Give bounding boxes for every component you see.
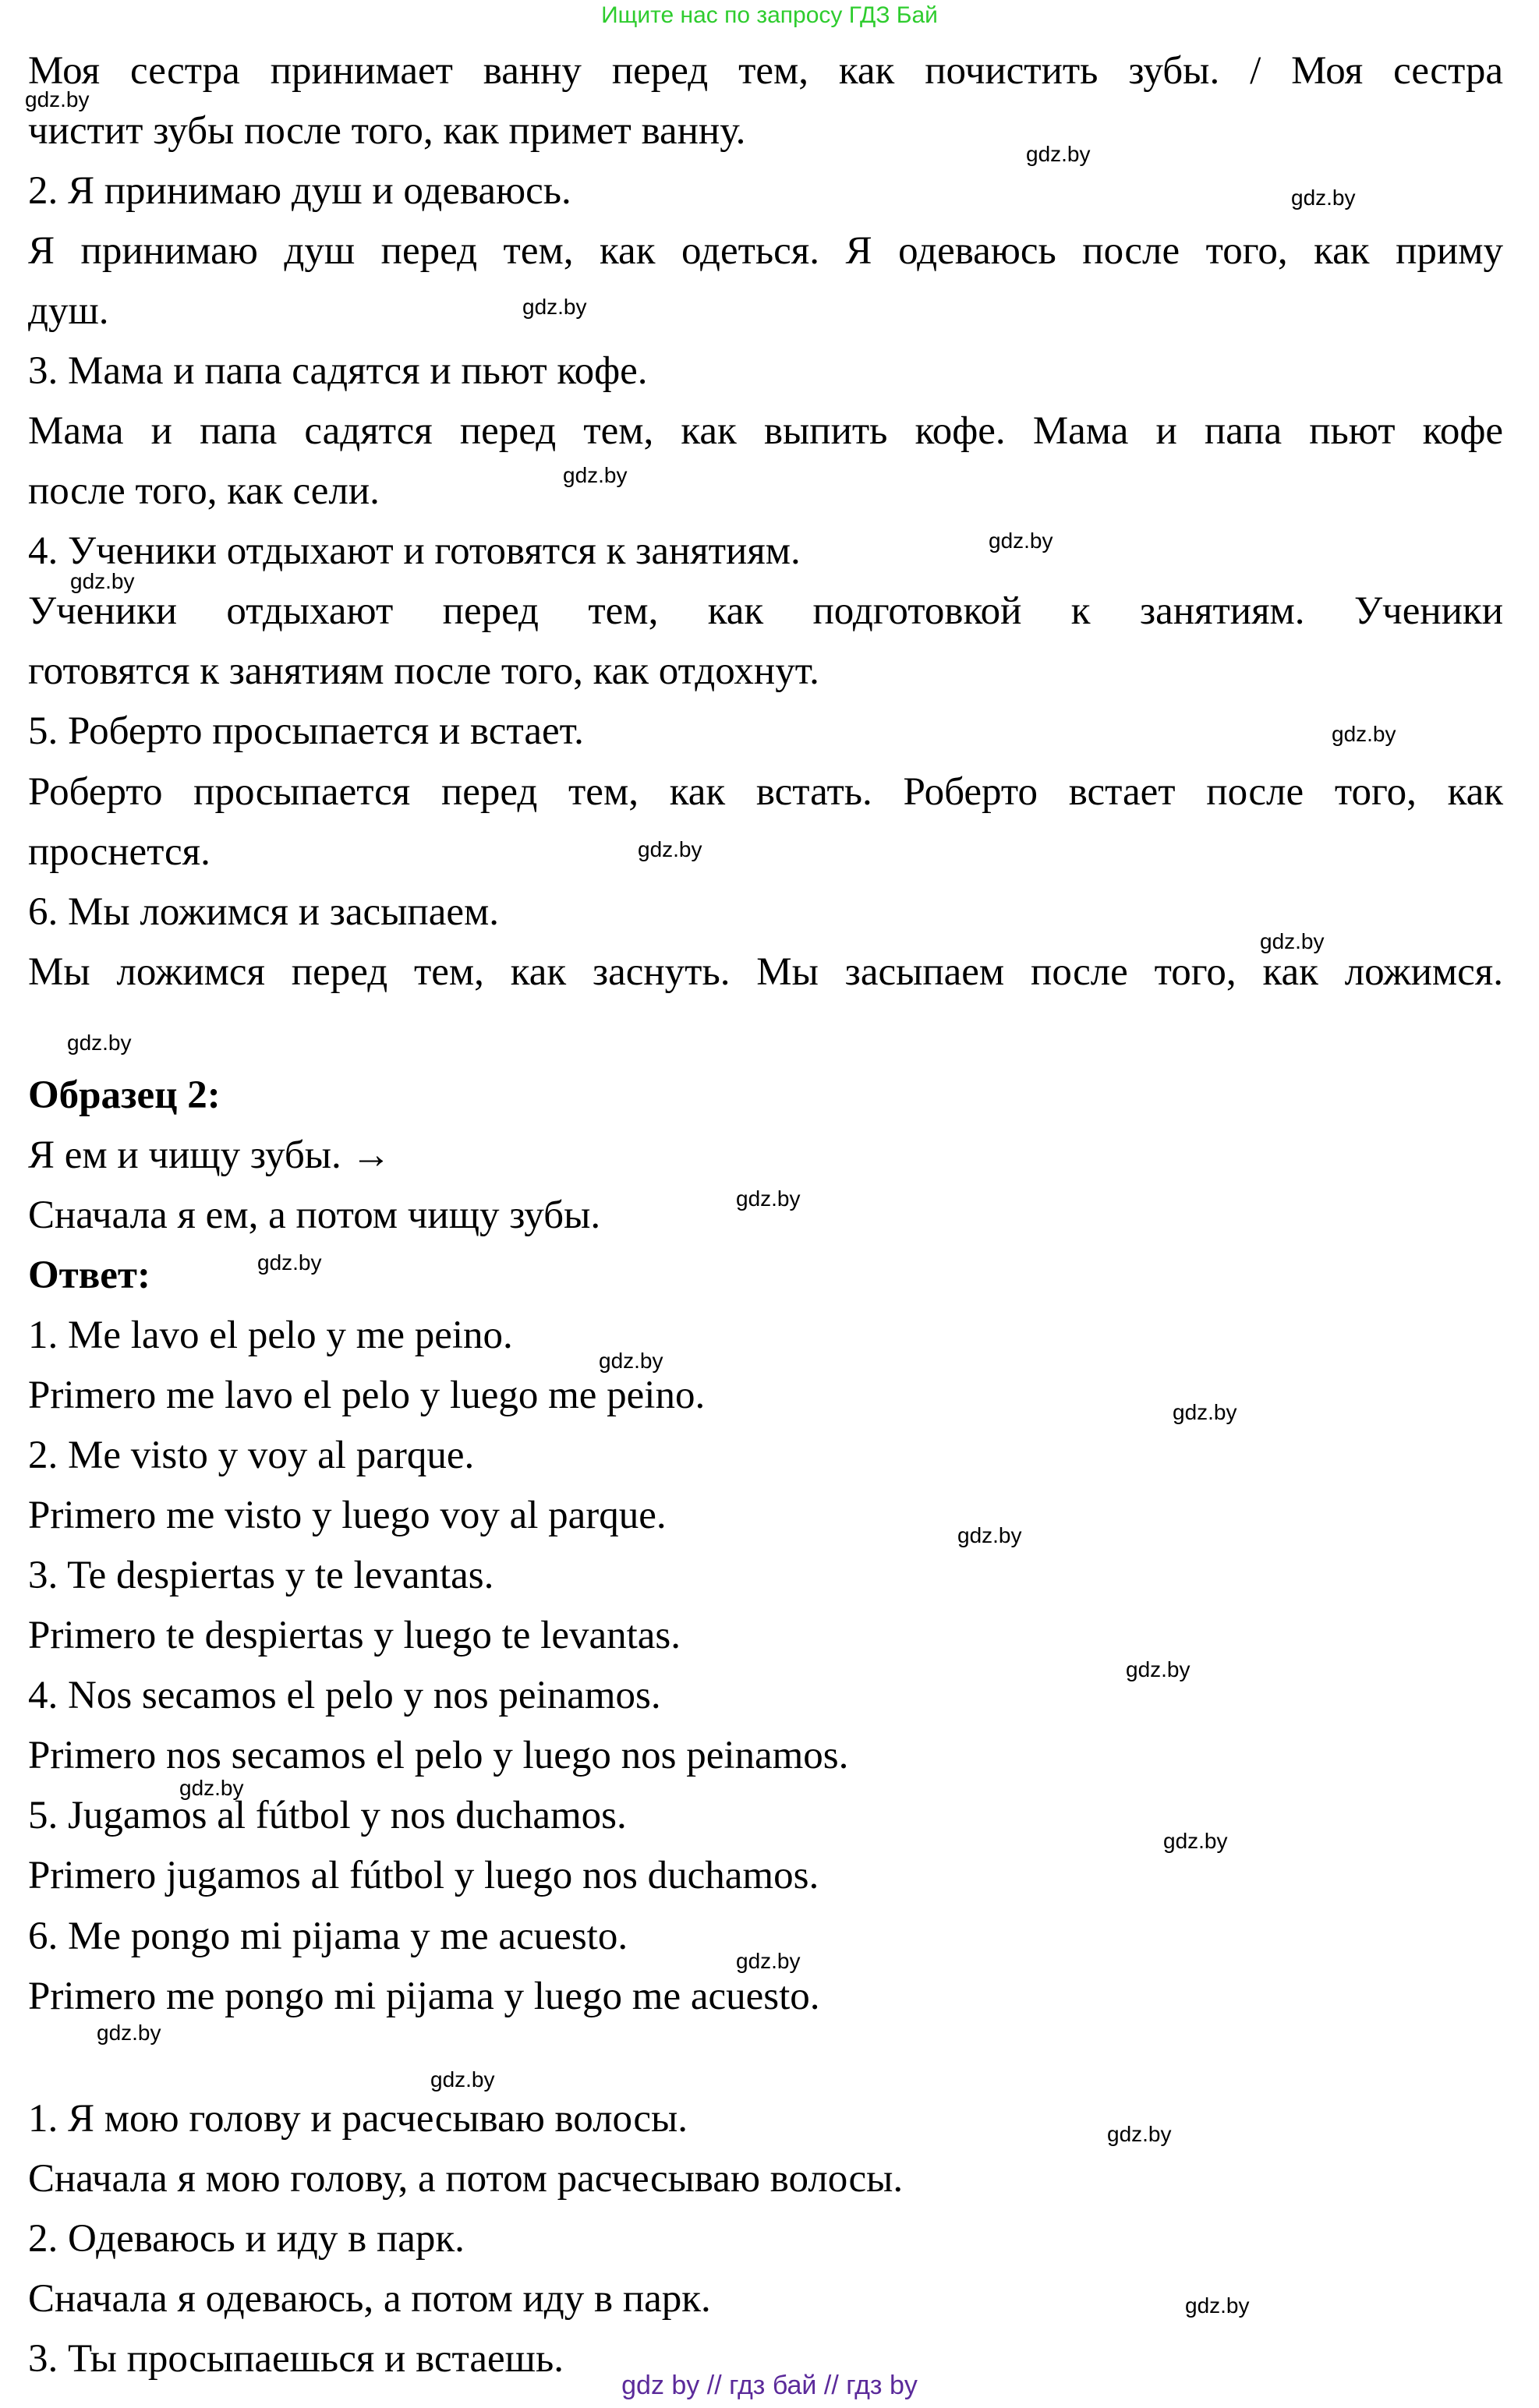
- exercise-item: 2. Одеваюсь и иду в парк.: [28, 2217, 465, 2261]
- exercise-item: 4. Ученики отдыхают и готовятся к занятиям.: [28, 529, 801, 573]
- watermark: gdz.by: [957, 1523, 1022, 1547]
- watermark: gdz.by: [1332, 722, 1396, 746]
- text-line: Primero me lavo el pelo y luego me peino.: [28, 1374, 706, 1417]
- exercise-item: 5. Jugamos al fútbol y nos duchamos.: [28, 1794, 627, 1837]
- watermark: gdz.by: [430, 2067, 495, 2092]
- watermark: gdz.by: [97, 2021, 161, 2045]
- text-line: Я принимаю душ перед тем, как одеться. Я одеваюсь после того, как приму: [28, 229, 1503, 273]
- watermark: gdz.by: [736, 1949, 801, 1973]
- watermark: gdz.by: [1163, 1829, 1228, 1853]
- watermark: gdz.by: [1126, 1657, 1191, 1681]
- text-line: Сначала я одеваюсь, а потом иду в парк.: [28, 2277, 711, 2321]
- text-line: Роберто просыпается перед тем, как встать. Роберто встает после того, как: [28, 770, 1503, 814]
- text-line: Мама и папа садятся перед тем, как выпить кофе. Мама и папа пьют кофе: [28, 409, 1503, 453]
- footer-links: gdz by // гдз бай // гдз by: [621, 2371, 918, 2400]
- text-line: Ученики отдыхают перед тем, как подготовкой к занятиям. Ученики: [28, 589, 1503, 633]
- watermark: gdz.by: [736, 1186, 801, 1211]
- text-line: чистит зубы после того, как примет ванну.: [28, 109, 746, 153]
- sample-text: Я ем и чищу зубы. →: [28, 1133, 391, 1177]
- exercise-item: 3. Мама и папа садятся и пьют кофе.: [28, 349, 648, 393]
- watermark: gdz.by: [67, 1031, 132, 1055]
- text-line: Мы ложимся перед тем, как заснуть. Мы засыпаем после того, как ложимся.: [28, 950, 1503, 994]
- watermark: gdz.by: [638, 837, 702, 861]
- text-line: Моя сестра принимает ванну перед тем, как почистить зубы. / Моя сестра: [28, 49, 1503, 93]
- watermark: gdz.by: [25, 87, 90, 111]
- watermark: gdz.by: [1026, 142, 1091, 166]
- text-line: Primero me visto y luego voy al parque.: [28, 1494, 667, 1537]
- text-line: готовятся к занятиям после того, как отдохнут.: [28, 649, 819, 693]
- watermark: gdz.by: [179, 1776, 244, 1800]
- exercise-item: 5. Роберто просыпается и встает.: [28, 709, 584, 753]
- watermark: gdz.by: [257, 1250, 322, 1275]
- watermark: gdz.by: [1291, 186, 1356, 210]
- exercise-item: 1. Me lavo el pelo y me peino.: [28, 1314, 513, 1357]
- exercise-item: 6. Me pongo mi pijama y me acuesto.: [28, 1915, 628, 1958]
- exercise-item: 3. Te despiertas y te levantas.: [28, 1554, 494, 1597]
- watermark: gdz.by: [1173, 1400, 1237, 1424]
- watermark: gdz.by: [563, 463, 628, 487]
- sample-text: Сначала я ем, а потом чищу зубы.: [28, 1193, 601, 1237]
- text-line: душ.: [28, 289, 109, 333]
- text-line: Primero me pongo mi pijama y luego me acuesto.: [28, 1975, 820, 2018]
- exercise-item: 3. Ты просыпаешься и встаешь.: [28, 2337, 564, 2381]
- exercise-item: 6. Мы ложимся и засыпаем.: [28, 890, 500, 934]
- exercise-item: 2. Я принимаю душ и одеваюсь.: [28, 169, 571, 213]
- answer-heading: Ответ:: [28, 1254, 150, 1297]
- watermark: gdz.by: [522, 295, 587, 319]
- watermark: gdz.by: [70, 569, 135, 593]
- watermark: gdz.by: [1107, 2122, 1172, 2146]
- text-line: Primero jugamos al fútbol y luego nos duchamos.: [28, 1854, 819, 1897]
- text-line: Сначала я мою голову, а потом расчесываю волосы.: [28, 2157, 904, 2201]
- text-line: Primero nos secamos el pelo y luego nos peinamos.: [28, 1734, 849, 1777]
- exercise-item: 2. Me visto y voy al parque.: [28, 1434, 475, 1477]
- watermark: gdz.by: [599, 1349, 663, 1373]
- sample-heading: Образец 2:: [28, 1073, 221, 1117]
- watermark: gdz.by: [1260, 929, 1325, 953]
- text-line: проснется.: [28, 830, 211, 874]
- text-line: Primero te despiertas y luego te levantas.: [28, 1614, 681, 1657]
- exercise-item: 1. Я мою голову и расчесываю волосы.: [28, 2097, 688, 2141]
- text-line: после того, как сели.: [28, 469, 380, 513]
- watermark: gdz.by: [989, 529, 1053, 553]
- exercise-item: 4. Nos secamos el pelo y nos peinamos.: [28, 1674, 661, 1717]
- search-hint-banner: Ищите нас по запросу ГДЗ Бай: [601, 2, 938, 28]
- watermark: gdz.by: [1185, 2293, 1250, 2318]
